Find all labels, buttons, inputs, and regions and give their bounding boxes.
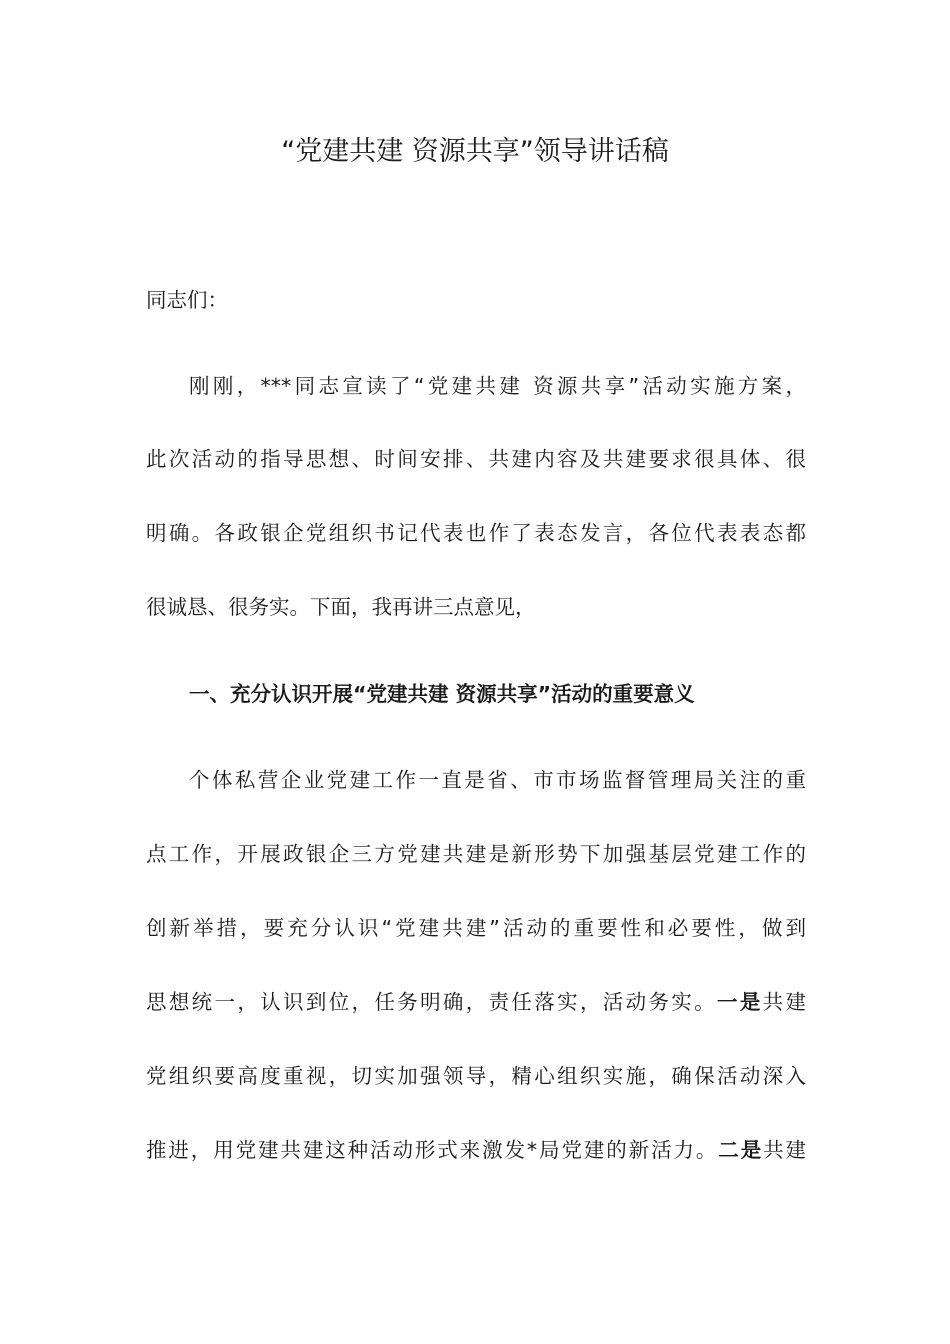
paragraph-line [146,1136,806,1164]
emphasis-second: 二是 [718,1138,764,1162]
paragraph-text: 共建 [762,990,807,1014]
document-title: “党建共建 资源共享”领导讲话稿 [281,136,669,167]
paragraph-line: 此次活动的指导思想、时间安排、共建内容及共建要求很具体、很 [146,447,806,471]
section-heading: 一、充分认识开展“党建共建 资源共享”活动的重要意义 [189,682,695,706]
paragraph-line: 很诚恳、很务实。下面，我再讲三点意见， [146,595,536,619]
paragraph-text: 推进，用党建共建这种活动形式来激发*局党建的新活力。 [146,1138,719,1162]
paragraph-line: 个体私营企业党建工作一直是省、市市场监督管理局关注的重 [189,768,806,792]
paragraph-line: 刚刚，***同志宣读了“党建共建 资源共享”活动实施方案， [189,374,806,398]
salutation: 同志们： [146,288,228,312]
paragraph-line: 点工作，开展政银企三方党建共建是新形势下加强基层党建工作的 [146,842,806,866]
paragraph-text: 思想统一，认识到位，任务明确，责任落实，活动务实。 [146,990,717,1014]
paragraph-line: 明确。各政银企党组织书记代表也作了表态发言，各位代表表态都 [146,521,806,545]
paragraph-text: 共建 [763,1138,807,1162]
emphasis-first: 一是 [716,990,763,1014]
paragraph-line: 党组织要高度重视，切实加强领导，精心组织实施，确保活动深入 [146,1064,806,1088]
paragraph-line [146,988,806,1016]
paragraph-line: 创新举措，要充分认识“党建共建”活动的重要性和必要性，做到 [146,916,806,940]
